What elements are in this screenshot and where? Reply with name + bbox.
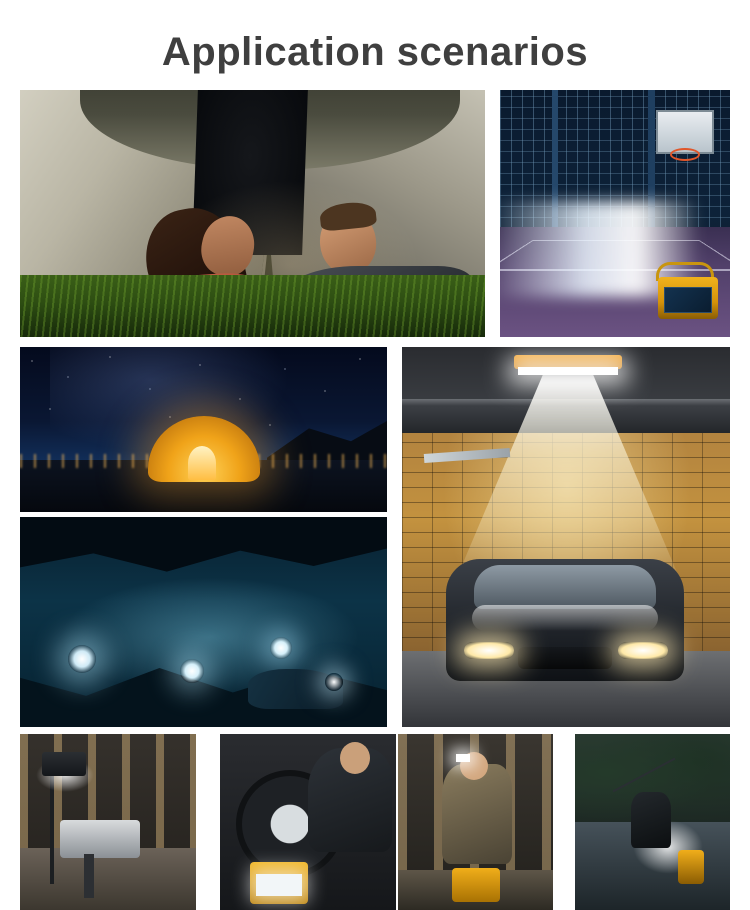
scenario-image-tire-repair	[220, 734, 396, 910]
headlamp-icon	[456, 754, 470, 762]
scenario-image-starry-tent	[20, 347, 387, 512]
workshop-scene	[20, 734, 196, 910]
basketball-court-scene	[500, 90, 730, 337]
work-light-led	[518, 367, 618, 375]
angler	[631, 792, 671, 848]
night-fishing-scene	[575, 734, 730, 910]
mechanic-head	[340, 742, 370, 774]
work-light-panel	[664, 287, 712, 313]
scenario-image-night-fishing	[575, 734, 730, 910]
portable-work-light	[452, 868, 500, 902]
scenario-image-workshop-miter-saw	[20, 734, 196, 910]
scenario-image-construction-worker	[398, 734, 553, 910]
tent-door	[188, 446, 216, 480]
page-title: Application scenarios	[161, 30, 589, 74]
scenario-image-basketball-court	[500, 90, 730, 337]
dive-light-1	[68, 645, 96, 673]
saw-stand-leg	[84, 854, 94, 898]
underwater-cave-scene	[20, 517, 387, 727]
hoop-ring	[670, 148, 700, 161]
starry-tent-scene	[20, 347, 387, 512]
construction-scene	[398, 734, 553, 910]
floodlight-led	[256, 874, 302, 896]
miter-saw	[60, 820, 140, 858]
grass-foreground	[20, 275, 485, 337]
car-headlight-left	[464, 642, 514, 659]
tire-repair-scene	[220, 734, 396, 910]
scenario-image-garage-car	[402, 347, 730, 727]
diver-torch	[325, 673, 343, 691]
tripod-work-light	[42, 752, 86, 776]
dive-light-3	[270, 637, 292, 659]
garage-car-scene	[402, 347, 730, 727]
car-grille	[518, 647, 612, 669]
scenario-image-tent-couple	[20, 90, 485, 337]
car-windshield	[474, 565, 656, 609]
dive-light-2	[180, 659, 204, 683]
tent-couple-scene	[20, 90, 485, 337]
camping-lantern	[678, 850, 704, 884]
car-headlight-right	[618, 642, 668, 659]
scenario-gallery	[20, 90, 730, 820]
scenario-image-underwater-cave	[20, 517, 387, 727]
car-hood-reflection	[472, 605, 658, 631]
